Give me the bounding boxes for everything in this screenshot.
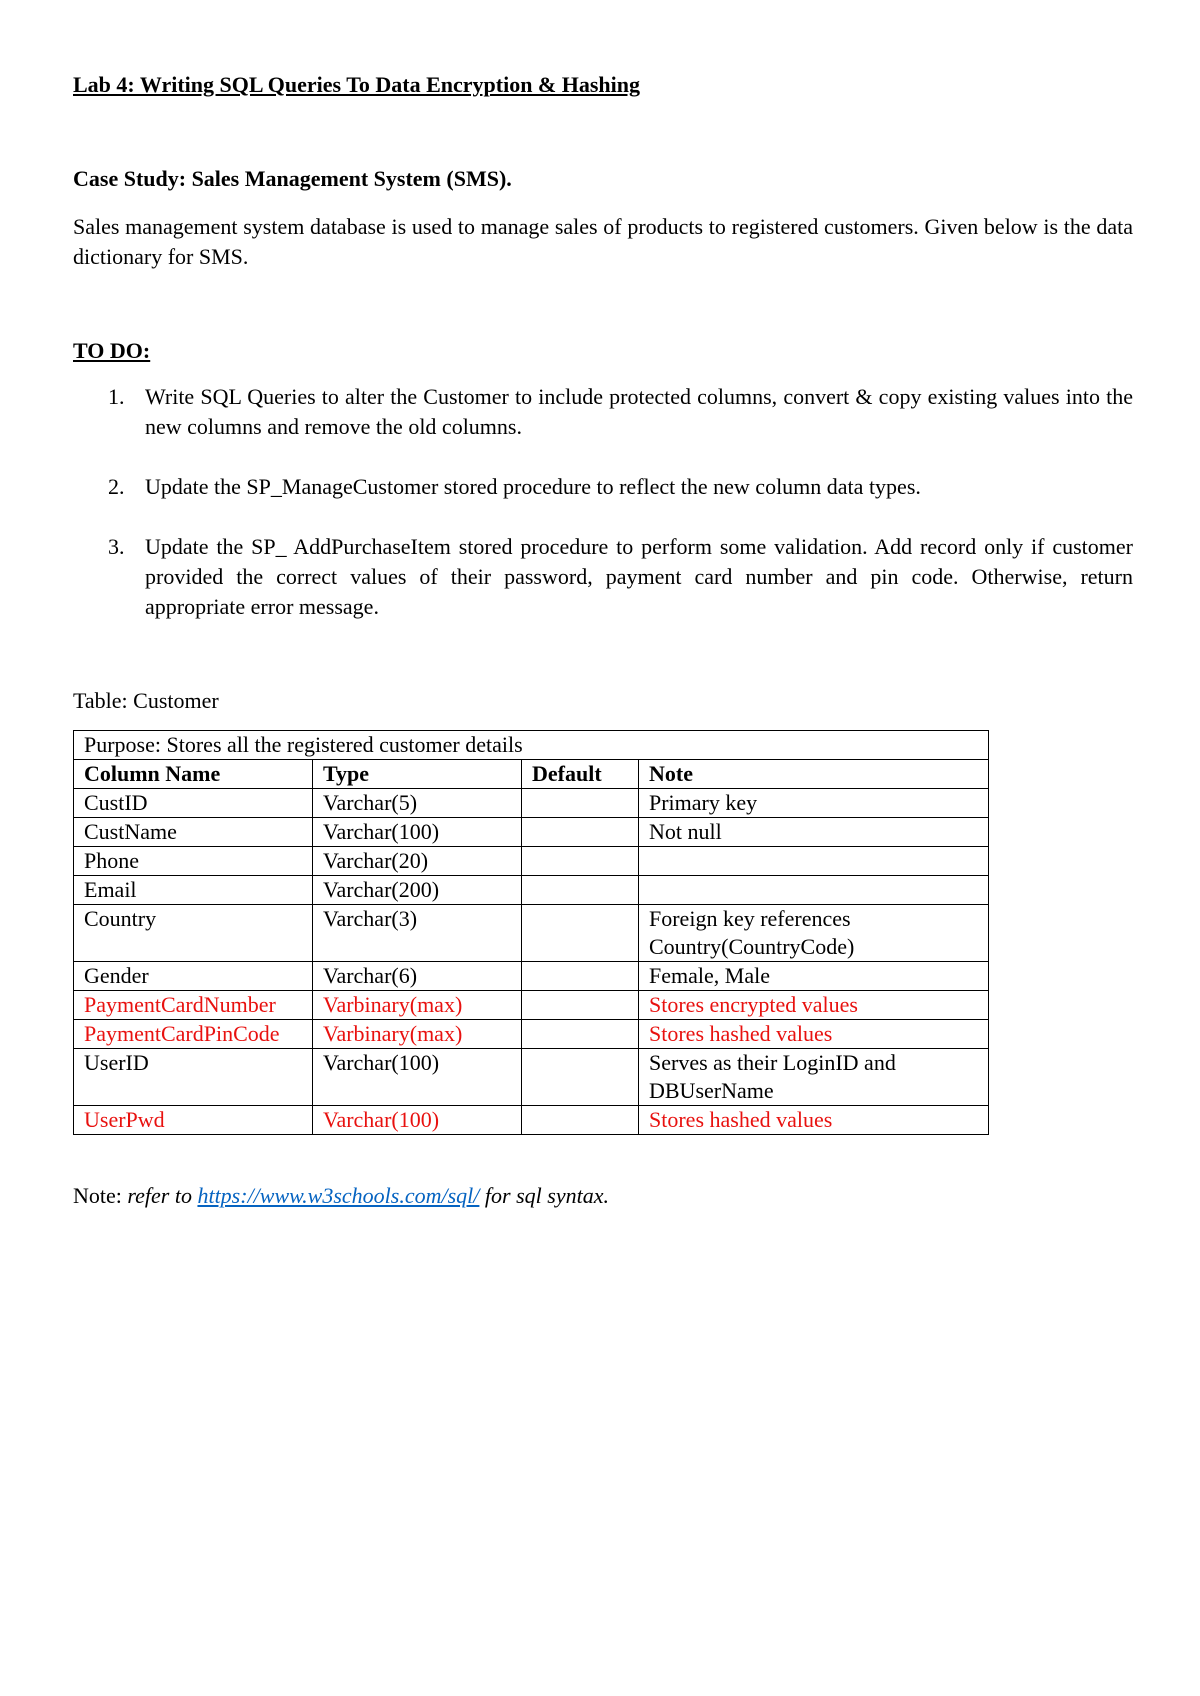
cell-note: Female, Male bbox=[639, 962, 989, 991]
note-prefix: refer to bbox=[127, 1183, 198, 1208]
cell-default bbox=[522, 818, 639, 847]
cell-default bbox=[522, 789, 639, 818]
table-row bbox=[74, 1020, 989, 1049]
cell-default bbox=[522, 876, 639, 905]
cell-type: Varchar(100) bbox=[313, 1049, 522, 1106]
cell-name: PaymentCardPinCode bbox=[74, 1020, 313, 1049]
todo-item bbox=[73, 532, 1133, 622]
todo-text: Write SQL Queries to alter the Customer to include protected columns, convert & copy existing values into the new columns and remove the old columns. bbox=[145, 384, 1133, 439]
cell-note: Stores hashed values bbox=[639, 1020, 989, 1049]
cell-name: Country bbox=[74, 905, 313, 962]
cell-name: Gender bbox=[74, 962, 313, 991]
cell-note: Primary key bbox=[639, 789, 989, 818]
table-row bbox=[74, 905, 989, 962]
table-row bbox=[74, 818, 989, 847]
todo-number: 1. bbox=[108, 384, 125, 409]
cell-note: Stores hashed values bbox=[639, 1106, 989, 1135]
cell-default bbox=[522, 1049, 639, 1106]
todo-item bbox=[73, 472, 1133, 502]
table-row bbox=[74, 847, 989, 876]
table-row bbox=[74, 1049, 989, 1106]
todo-item bbox=[73, 382, 1133, 442]
cell-note bbox=[639, 847, 989, 876]
intro-paragraph: Sales management system database is used to manage sales of products to registered customers. Given below is the data dictionary for SMS. bbox=[73, 214, 1133, 269]
cell-name: Email bbox=[74, 876, 313, 905]
table-row bbox=[74, 962, 989, 991]
todo-list bbox=[73, 382, 1133, 652]
cell-default bbox=[522, 991, 639, 1020]
cell-type: Varchar(200) bbox=[313, 876, 522, 905]
cell-note: Not null bbox=[639, 818, 989, 847]
todo-text: Update the SP_ AddPurchaseItem stored procedure to perform some validation. Add record only if customer provided the correct values of their password, payment card number and pin code. Otherwise, return appropriate error message. bbox=[145, 534, 1133, 619]
cell-name: UserPwd bbox=[74, 1106, 313, 1135]
document-title: Lab 4: Writing SQL Queries To Data Encryption & Hashing bbox=[73, 72, 641, 97]
cell-name: CustName bbox=[74, 818, 313, 847]
column-header: Type bbox=[313, 760, 522, 789]
table-row bbox=[74, 1106, 989, 1135]
todo-number: 3. bbox=[108, 534, 125, 559]
table-header-row bbox=[74, 760, 989, 789]
cell-note: Serves as their LoginID and DBUserName bbox=[639, 1049, 989, 1106]
column-header: Column Name bbox=[74, 760, 313, 789]
cell-default bbox=[522, 1106, 639, 1135]
cell-default bbox=[522, 847, 639, 876]
table-purpose-row bbox=[74, 731, 989, 760]
note-suffix: for sql syntax. bbox=[479, 1183, 609, 1208]
cell-default bbox=[522, 962, 639, 991]
customer-table bbox=[73, 730, 989, 1135]
todo-heading: TO DO: bbox=[73, 338, 151, 363]
cell-name: PaymentCardNumber bbox=[74, 991, 313, 1020]
cell-default bbox=[522, 905, 639, 962]
cell-name: UserID bbox=[74, 1049, 313, 1106]
cell-type: Varbinary(max) bbox=[313, 991, 522, 1020]
cell-type: Varchar(100) bbox=[313, 1106, 522, 1135]
cell-name: CustID bbox=[74, 789, 313, 818]
cell-type: Varbinary(max) bbox=[313, 1020, 522, 1049]
cell-type: Varchar(5) bbox=[313, 789, 522, 818]
cell-note bbox=[639, 876, 989, 905]
table-row bbox=[74, 789, 989, 818]
cell-note: Stores encrypted values bbox=[639, 991, 989, 1020]
cell-note: Foreign key references Country(CountryCode) bbox=[639, 905, 989, 962]
table-row bbox=[74, 991, 989, 1020]
cell-type: Varchar(6) bbox=[313, 962, 522, 991]
w3schools-link[interactable]: https://www.w3schools.com/sql/ bbox=[197, 1183, 480, 1208]
todo-number: 2. bbox=[108, 474, 125, 499]
column-header: Note bbox=[639, 760, 989, 789]
syntax-note bbox=[73, 1183, 609, 1209]
table-row bbox=[74, 876, 989, 905]
todo-text: Update the SP_ManageCustomer stored procedure to reflect the new column data types. bbox=[145, 474, 921, 499]
cell-name: Phone bbox=[74, 847, 313, 876]
table-caption: Table: Customer bbox=[73, 688, 219, 713]
cell-type: Varchar(20) bbox=[313, 847, 522, 876]
cell-type: Varchar(100) bbox=[313, 818, 522, 847]
case-study-title: Case Study: Sales Management System (SMS). bbox=[73, 166, 512, 191]
column-header: Default bbox=[522, 760, 639, 789]
note-label: Note: bbox=[73, 1183, 128, 1208]
cell-default bbox=[522, 1020, 639, 1049]
cell-type: Varchar(3) bbox=[313, 905, 522, 962]
table-purpose: Purpose: Stores all the registered customer details bbox=[74, 731, 989, 760]
